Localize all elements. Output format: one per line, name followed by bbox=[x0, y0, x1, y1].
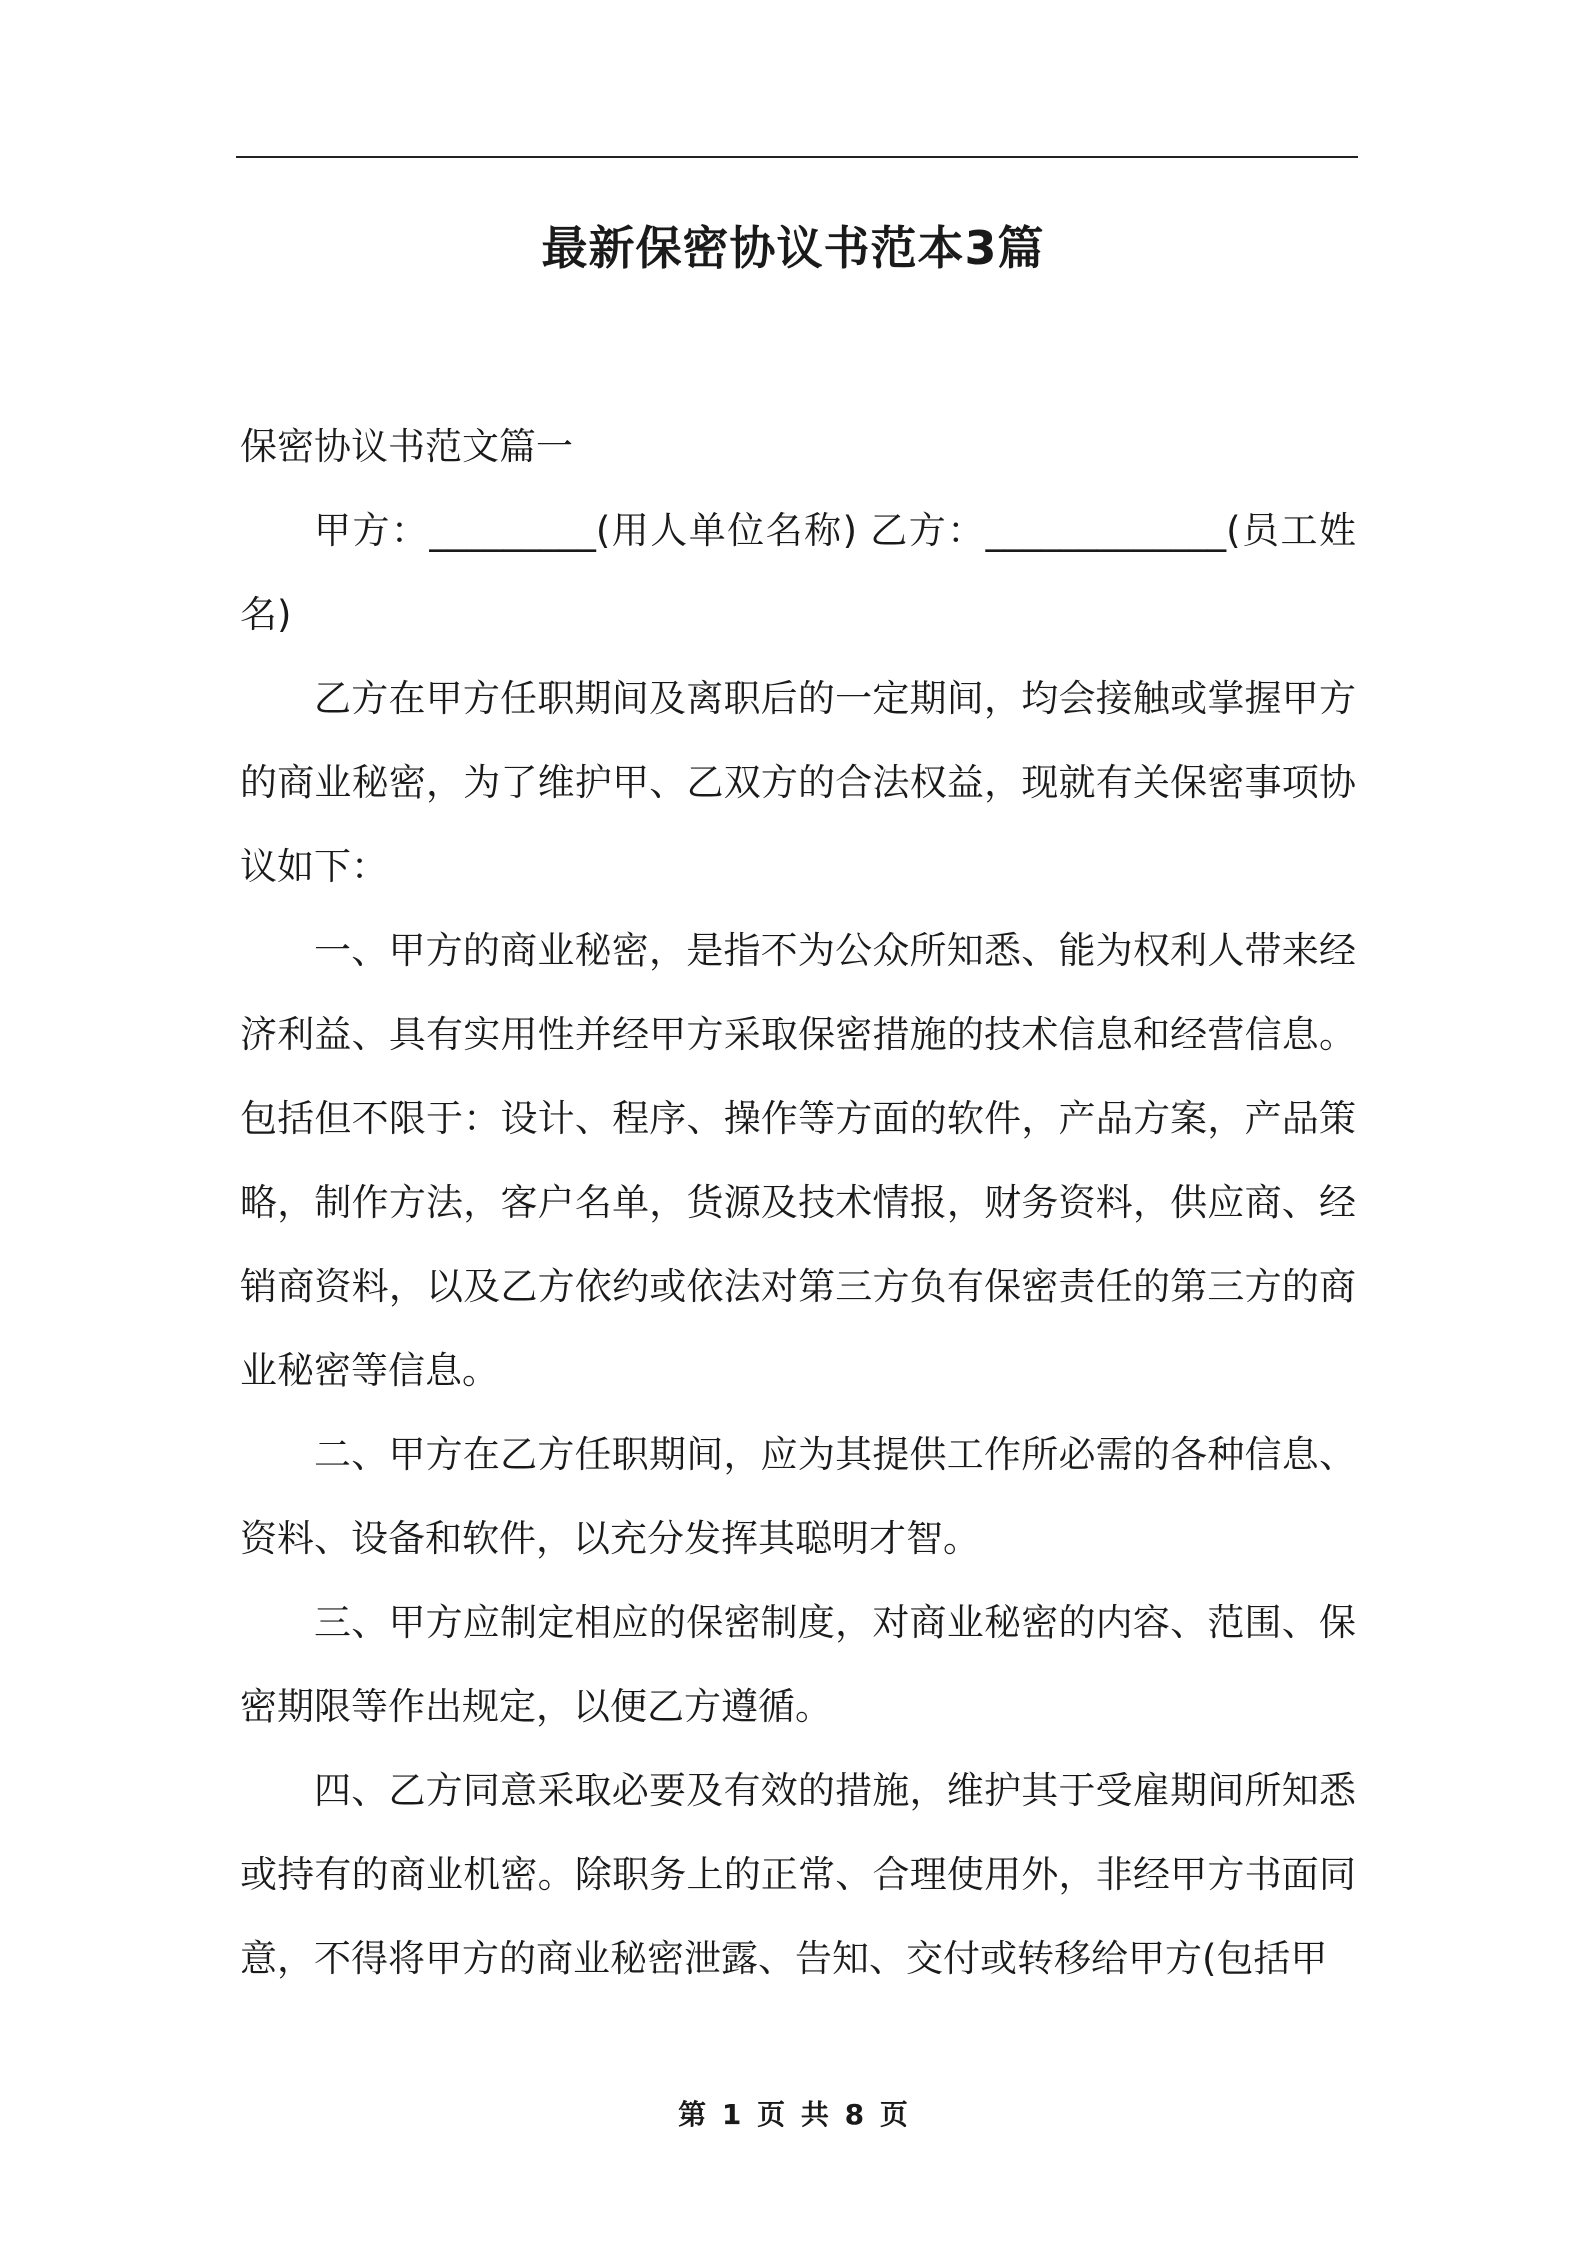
preamble-paragraph: 乙方在甲方任职期间及离职后的一定期间，均会接触或掌握甲方的商业秘密，为了维护甲、乙双方的合法权益，现就有关保密事项协议如下： bbox=[240, 677, 1356, 888]
document-body bbox=[240, 405, 1356, 2001]
clause-2-paragraph: 二、甲方在乙方任职期间，应为其提供工作所必需的各种信息、资料、设备和软件，以充分发挥其聪明才智。 bbox=[240, 1433, 1356, 1560]
clause-4-paragraph: 四、乙方同意采取必要及有效的措施，维护其于受雇期间所知悉或持有的商业机密。除职务上的正常、合理使用外，非经甲方书面同意，不得将甲方的商业秘密泄露、告知、交付或转移给甲方(包括甲 bbox=[240, 1769, 1356, 1980]
page-footer: 第 1 页 共 8 页 bbox=[678, 2098, 908, 2131]
document-title: 最新保密协议书范本3篇 bbox=[541, 221, 1045, 275]
section-heading: 保密协议书范文篇一 bbox=[240, 425, 573, 468]
clause-3-paragraph: 三、甲方应制定相应的保密制度，对商业秘密的内容、范围、保密期限等作出规定，以便乙方遵循。 bbox=[240, 1601, 1356, 1728]
parties-paragraph: 甲方：_________(用人单位名称) 乙方：_____________(员工姓名) bbox=[240, 509, 1356, 636]
header-rule bbox=[236, 156, 1358, 158]
clause-1-paragraph: 一、甲方的商业秘密，是指不为公众所知悉、能为权利人带来经济利益、具有实用性并经甲方采取保密措施的技术信息和经营信息。包括但不限于：设计、程序、操作等方面的软件，产品方案，产品策略，制作方法，客户名单，货源及技术情报，财务资料，供应商、经销商资料，以及乙方依约或依法对第三方负有保密责任的第三方的商业秘密等信息。 bbox=[240, 929, 1356, 1392]
